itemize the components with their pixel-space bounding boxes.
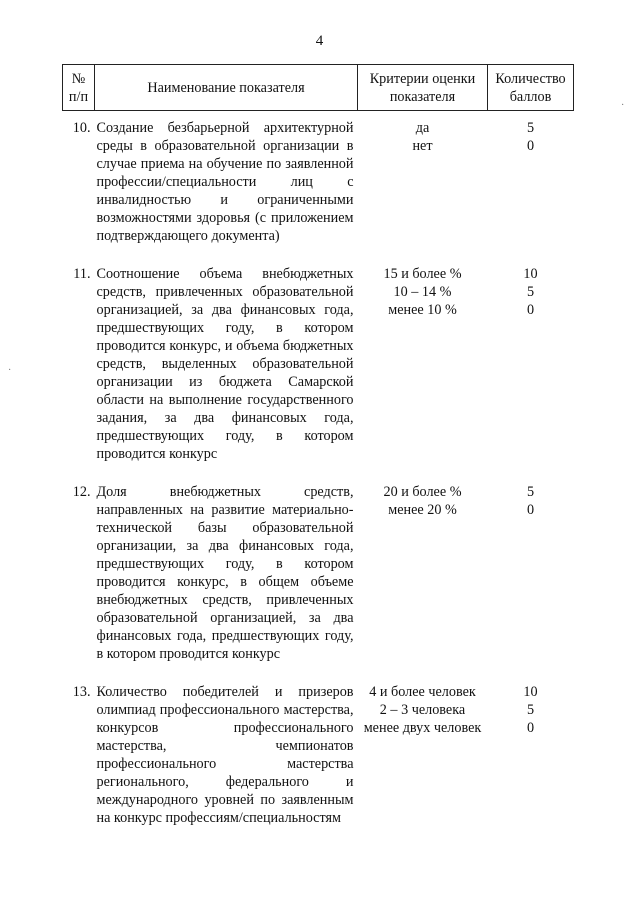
- criterion-item: 15 и более %: [383, 266, 462, 282]
- points-cell: [488, 259, 574, 477]
- points-item: 0: [526, 138, 535, 154]
- scan-mark: ·: [8, 365, 12, 376]
- points-item: 0: [526, 502, 535, 518]
- points-item: 5: [526, 702, 535, 718]
- criterion-item: менее двух человек: [363, 720, 482, 736]
- table-row: [63, 477, 574, 677]
- criteria-cell: [358, 259, 488, 477]
- table-header: [63, 65, 574, 111]
- criterion-item: менее 10 %: [388, 302, 457, 318]
- row-number: 11.: [73, 266, 91, 282]
- points-item: 0: [526, 720, 535, 736]
- header-num: № п/п: [63, 65, 95, 111]
- row-number: 12.: [72, 484, 91, 500]
- criterion-item: 2 – 3 человека: [379, 702, 466, 718]
- table-body: [63, 111, 574, 842]
- points-cell: [488, 677, 574, 841]
- header-name: Наименование показателя: [95, 65, 358, 111]
- scan-mark: ·: [621, 100, 625, 111]
- criteria-table: [62, 64, 574, 841]
- points-item: 0: [526, 302, 535, 318]
- table-row: [63, 259, 574, 477]
- points-cell: [488, 477, 574, 677]
- header-criteria: Критерии оценки показателя: [358, 65, 488, 111]
- header-points: Количество баллов: [488, 65, 574, 111]
- points-item: 5: [526, 284, 535, 300]
- page-number: 4: [315, 33, 324, 49]
- criteria-cell: [358, 111, 488, 260]
- points-cell: [488, 111, 574, 260]
- table-row: [63, 677, 574, 841]
- criterion-item: да: [415, 120, 430, 136]
- indicator-name: Количество победителей и призеров олимпиад профессионального мастерства, конкурсов профессионального мастерства, чемпионатов профессионального мастерства регионального, федерального и международного уровней по заявленным на конкурс профессиям/специальностям: [96, 684, 354, 826]
- row-number: 10.: [72, 120, 91, 136]
- table-row: [63, 111, 574, 260]
- points-item: 10: [523, 684, 538, 700]
- criterion-item: 10 – 14 %: [393, 284, 452, 300]
- criterion-item: 20 и более %: [383, 484, 462, 500]
- criterion-item: 4 и более человек: [369, 684, 476, 700]
- criterion-item: нет: [412, 138, 433, 154]
- criteria-cell: [358, 477, 488, 677]
- criteria-cell: [358, 677, 488, 841]
- row-number: 13.: [72, 684, 91, 700]
- points-item: 5: [526, 484, 535, 500]
- criterion-item: менее 20 %: [388, 502, 457, 518]
- indicator-name: Соотношение объема внебюджетных средств, привлеченных образовательной организацией, за два финансовых года, предшествующих году, в котором проводится конкурс, и объема бюджетных средств, выделенных образовательной организации из бюджета Самарской области на выполнение государственного задания, за два финансовых года, предшествующих году, в котором проводится конкурс: [96, 266, 354, 462]
- indicator-name: Создание безбарьерной архитектурной среды в образовательной организации в случае приема на обучение по заявленной профессии/специальности лиц с инвалидностью и ограниченными возможностями здоровья (с приложением подтверждающего документа): [96, 120, 354, 244]
- points-item: 5: [526, 120, 535, 136]
- points-item: 10: [523, 266, 538, 282]
- indicator-name: Доля внебюджетных средств, направленных на развитие материально-технической базы образовательной организации, за два финансовых года, предшествующих году, в котором проводится конкурс, в общем объеме внебюджетных средств, привлеченных образовательной организацией, за два финансовых года, предшествующих году, в котором проводится конкурс: [96, 484, 354, 662]
